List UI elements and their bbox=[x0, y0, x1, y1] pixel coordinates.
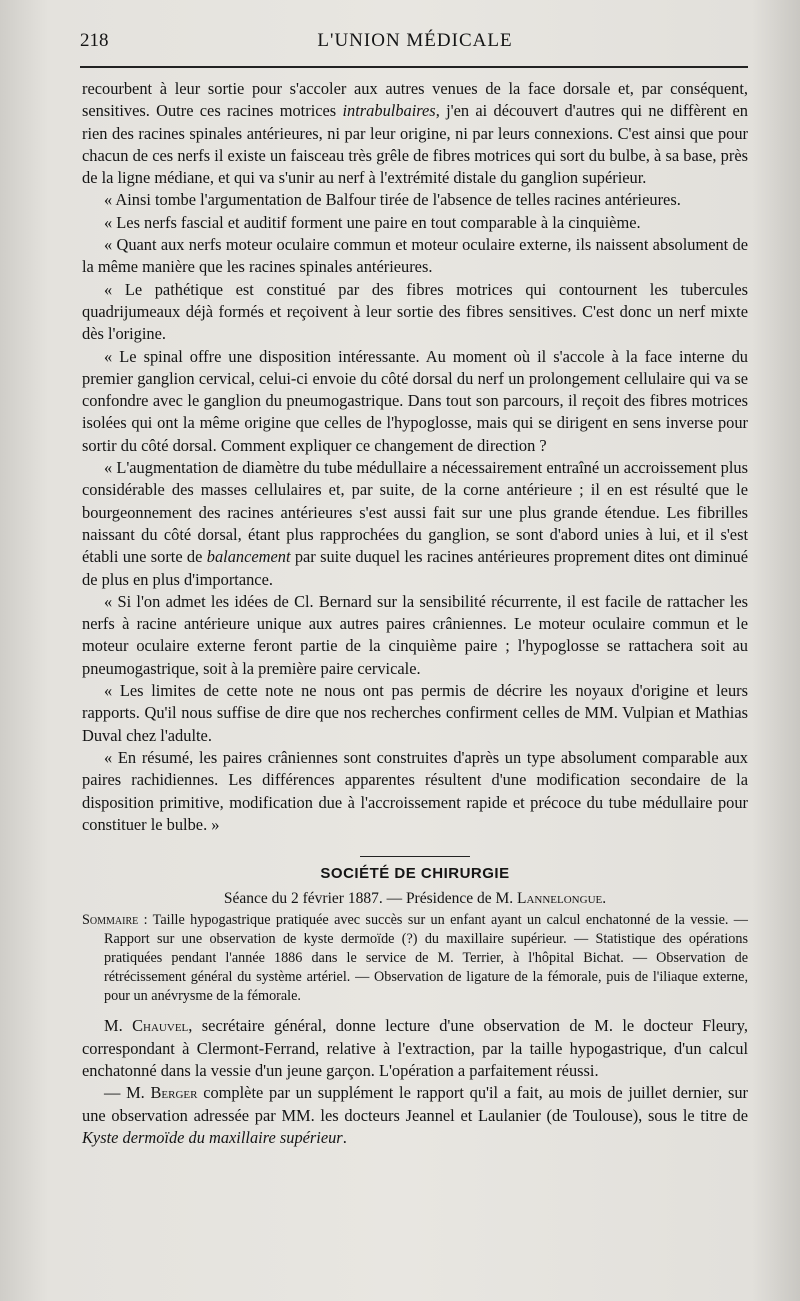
section-title: SOCIÉTÉ DE CHIRURGIE bbox=[320, 865, 510, 883]
article-body bbox=[82, 78, 748, 1149]
paragraph-berger: — M. Berger complète par un supplément le rapport qu'il a fait, au mois de juillet dernier, sur une observation adressée par MM. les docteurs Jeannel et Laulanier (de Toulouse), sous le titre de Kyste dermoïde du maxillaire supérieur. bbox=[82, 1083, 748, 1147]
paragraph: « L'augmentation de diamètre du tube médullaire a nécessairement entraîné un accroissement plus considérable des masses cellulaires et, par suite, de la corne antérieure ; il en est résulté que le bourgeonnement des racines antérieures s'est aussi fait sur une plus grande étendue. Les fibrilles naissant du côté dorsal, étant plus rapprochées du ganglion, se sont d'abord unies à lui, et il s'est établi une sorte de balancement par suite duquel les racines antérieures proprement dites ont diminué de plus en plus d'importance. bbox=[82, 458, 749, 589]
page-header bbox=[80, 30, 750, 60]
emphasis-intrabulbaires: intrabulbaires bbox=[342, 101, 436, 121]
chauvel-name: Chauvel bbox=[132, 1016, 189, 1036]
paragraph: « Le spinal offre une disposition intéressante. Au moment où il s'accole à la face interne du premier ganglion cervical, celui-ci envoie du côté dorsal du nerf un prolongement cellulaire qui va se confondre avec le ganglion du pneumogastrique. Dans tout son parcours, il reçoit des fibres motrices isolées qui ont la même origine que celles de l'hypoglosse, mais qui se dirigent en sens inverse pour sortir du côté dorsal. Comment expliquer ce changement de direction ? bbox=[82, 346, 748, 455]
president-name: Lannelongue bbox=[517, 890, 603, 908]
emphasis-balancement: balancement bbox=[206, 547, 291, 567]
chauvel-prefix: M. bbox=[104, 1016, 133, 1036]
sommaire bbox=[82, 911, 748, 1005]
paragraph: « Les nerfs fascial et auditif forment une paire en tout comparable à la cinquième. bbox=[104, 212, 641, 232]
berger-prefix: — M. bbox=[104, 1083, 151, 1103]
chauvel-text: , secrétaire général, donne lecture d'une observation de M. le docteur Fleury, correspondant à Clermont-Ferrand, relative à l'extraction, par la taille hypogastrique, d'un calcul enchatonné dans la vessie d'un jeune garçon. L'opération a parfaitement réussi. bbox=[82, 1016, 748, 1080]
seance-line bbox=[82, 889, 748, 909]
sommaire-text: : Taille hypogastrique pratiquée avec succès sur un enfant ayant un calcul enchatonné de la vessie. — Rapport sur une observation de kyste dermoïde (?) du maxillaire supérieur. — Statistique des opérations pratiquées pendant l'année 1886 dans le service de M. Terrier, à l'hôpital Bichat. — Observation de rétrécissement général du système artériel. — Observation de ligature de la fémorale, puis de l'iliaque externe, pour un anévrysme de la fémorale. bbox=[104, 912, 748, 1004]
page-number: 218 bbox=[80, 30, 109, 51]
seance-suffix: . bbox=[602, 890, 607, 908]
paragraph: « Ainsi tombe l'argumentation de Balfour tirée de l'absence de telles racines antérieures. bbox=[104, 190, 681, 210]
paragraph: recourbent à leur sortie pour s'accoler aux autres venues de la face dorsale et, par conséquent, sensitives. Outre ces racines motrices intrabulbaires, j'en ai découvert d'autres qui ne diffèrent en rien des racines spinales antérieures, ni par leur origine, ni par leurs connexions. C'est ainsi que pour chacun de ces nerfs il existe un faisceau très grêle de fibres motrices qui sort du bulbe, à sa base, près de la ligne médiane, et qui va s'unir au nerf à l'extrémité distale du ganglion supérieur. bbox=[82, 79, 749, 188]
seance-prefix: Séance du 2 février 1887. — Présidence de M. bbox=[223, 890, 514, 908]
paragraph-chauvel bbox=[82, 1015, 748, 1082]
berger-text: complète par un supplément le rapport qu'il a fait, au mois de juillet dernier, sur une observation adressée par MM. les docteurs Jeannel et Laulanier (de Toulouse), sous le titre de bbox=[82, 1083, 748, 1125]
paragraph: « Quant aux nerfs moteur oculaire commun et moteur oculaire externe, ils naissent absolument de la même manière que les racines spinales antérieures. bbox=[82, 235, 748, 277]
header-rule bbox=[80, 66, 748, 68]
paragraph: « En résumé, les paires crâniennes sont construites d'après un type absolument comparable aux paires rachidiennes. Les différences apparentes résultent d'une modification secondaire de la disposition primitive, modification due à l'accroissement rapide et précoce du tube médullaire pour constituer le bulbe. » bbox=[82, 747, 748, 834]
section-rule bbox=[360, 856, 470, 857]
paragraph: « Le pathétique est constitué par des fibres motrices qui contournent les tubercules quadrijumeaux déjà formés et reçoivent à leur sortie des fibres sensitives. C'est donc un nerf mixte dès l'origine. bbox=[82, 279, 748, 344]
berger-name: Berger bbox=[150, 1083, 198, 1103]
sommaire-label: Sommaire bbox=[82, 912, 139, 929]
running-title: L'UNION MÉDICALE bbox=[317, 30, 513, 51]
paragraph: « Les limites de cette note ne nous ont pas permis de décrire les noyaux d'origine et leurs rapports. Qu'il nous suffise de dire que nos recherches confirment celles de MM. Vulpian et Mathias Duval chez l'adulte. bbox=[82, 681, 748, 745]
paragraph: « Si l'on admet les idées de Cl. Bernard sur la sensibilité récurrente, il est facile de rattacher les nerfs à racine antérieure unique aux autres paires crâniennes. Le moteur oculaire commun et le moteur oculaire externe feront partie de la cinquième paire ; l'hypoglosse se rattachera soit au pneumogastrique, soit à la première paire cervicale. bbox=[82, 591, 748, 678]
kyste-title: Kyste dermoïde du maxillaire supérieur bbox=[82, 1127, 343, 1147]
